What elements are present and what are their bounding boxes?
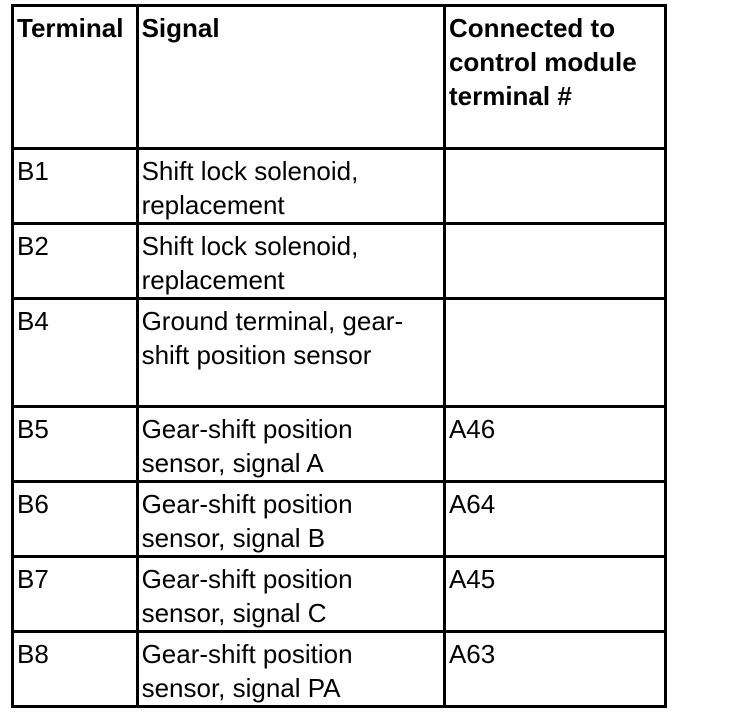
- cell-connected: A64: [444, 482, 665, 557]
- table-row: [13, 149, 666, 224]
- table-header-row: [13, 6, 666, 149]
- cell-terminal: B4: [13, 299, 138, 407]
- cell-terminal: B5: [13, 407, 138, 482]
- table-row: [13, 557, 666, 632]
- cell-terminal: B8: [13, 632, 138, 707]
- cell-signal: Ground terminal, gear-shift position sensor: [137, 299, 444, 407]
- cell-signal: Gear-shift position sensor, signal A: [137, 407, 444, 482]
- cell-connected: [444, 224, 665, 299]
- cell-terminal: B1: [13, 149, 138, 224]
- cell-connected: [444, 149, 665, 224]
- cell-connected: [444, 299, 665, 407]
- header-connected: Connected to control module terminal #: [444, 6, 665, 149]
- table-row: [13, 224, 666, 299]
- table-row: [13, 407, 666, 482]
- cell-terminal: B6: [13, 482, 138, 557]
- cell-signal: Shift lock solenoid, replacement: [137, 149, 444, 224]
- table-row: [13, 482, 666, 557]
- cell-terminal: B2: [13, 224, 138, 299]
- header-terminal: Terminal: [13, 6, 138, 149]
- table-row: [13, 299, 666, 407]
- cell-signal: Shift lock solenoid, replacement: [137, 224, 444, 299]
- terminal-table: [11, 4, 667, 708]
- cell-connected: A45: [444, 557, 665, 632]
- table-row: [13, 632, 666, 707]
- cell-signal: Gear-shift position sensor, signal PA: [137, 632, 444, 707]
- cell-connected: A63: [444, 632, 665, 707]
- cell-signal: Gear-shift position sensor, signal C: [137, 557, 444, 632]
- header-signal: Signal: [137, 6, 444, 149]
- cell-connected: A46: [444, 407, 665, 482]
- cell-signal: Gear-shift position sensor, signal B: [137, 482, 444, 557]
- cell-terminal: B7: [13, 557, 138, 632]
